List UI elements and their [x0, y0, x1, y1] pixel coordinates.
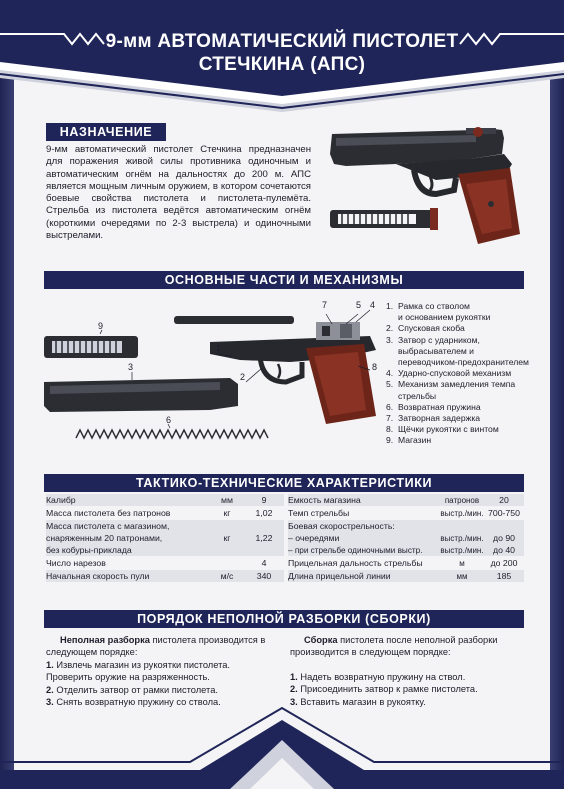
ttx-left-table: [46, 494, 284, 586]
purpose-heading: НАЗНАЧЕНИЕ: [46, 123, 166, 141]
disassembly-heading: ПОРЯДОК НЕПОЛНОЙ РАЗБОРКИ (СБОРКИ): [44, 610, 524, 628]
list-item: 2. Присоединить затвор к рамке пистолета.: [290, 684, 478, 695]
list-item: выбрасывателем и: [398, 345, 474, 356]
table-row: Калибр мм 9: [46, 494, 284, 506]
purpose-text: 9-мм автоматический пистолет Стечкина предназначен для поражения живой силы противника одиночным и автоматическим огнём на дальностях до 200 м. АПС является мощным личным оружием, в котором сочетаются боевые свойства пистолета и пистолета-пулемёта. Стрельба из пистолета ведётся автоматическим огнём (короткими очередями по 2-3 выстрела) и одиночными выстрелами.: [46, 144, 311, 242]
callout-4: 4: [370, 300, 376, 310]
parts-list: [386, 301, 546, 447]
table-row: Боевая скорострельность:: [288, 520, 524, 532]
spring-part: [76, 430, 268, 438]
list-item: 8. Щёчки рукоятки с винтом: [386, 424, 499, 435]
list-item: 5. Механизм замедления темпа: [386, 379, 516, 390]
table-row: – очередями выстр./мин. до 90: [288, 532, 524, 544]
list-item: и основанием рукоятки: [398, 312, 491, 323]
parts-heading: ОСНОВНЫЕ ЧАСТИ И МЕХАНИЗМЫ: [44, 271, 524, 289]
callout-7: 7: [322, 300, 328, 310]
list-item: 3. Затвор с ударником,: [386, 334, 480, 345]
table-row: Длина прицельной линии мм 185: [288, 570, 524, 582]
disassembly-steps: [46, 634, 278, 708]
table-row: снаряженным 20 патронами, кг 1,22: [46, 532, 284, 544]
table-row: Прицельная дальность стрельбы м до 200: [288, 558, 518, 568]
list-item: Проверить оружие на разряженность.: [46, 672, 210, 683]
list-item: 1. Извлечь магазин из рукоятки пистолета.: [46, 659, 230, 670]
callout-5: 5: [356, 300, 362, 310]
list-item: 4. Ударно-спусковой механизм: [386, 368, 512, 379]
list-item: стрельбы: [398, 390, 437, 401]
callout-8: 8: [372, 362, 378, 372]
table-row: без кобуры-приклада: [46, 544, 284, 556]
assembly-lead: Сборка пистолета после неполной разборки: [304, 635, 498, 645]
assembly-steps: [290, 634, 522, 708]
table-row: Масса пистолета с магазином,: [46, 520, 284, 532]
list-item: 6. Возвратная пружина: [386, 401, 481, 412]
pistol-image: [326, 124, 526, 254]
header-banner: [0, 0, 564, 120]
list-item: 3. Вставить магазин в рукоятку.: [290, 696, 426, 707]
ttx-heading: ТАКТИКО-ТЕХНИЧЕСКИЕ ХАРАКТЕРИСТИКИ: [44, 474, 524, 492]
callout-2: 2: [240, 372, 246, 382]
table-row: Емкость магазина патронов 20: [288, 494, 524, 506]
bottom-ornament: [0, 700, 564, 789]
ttx-table: [46, 494, 524, 586]
table-row: – при стрельбе одиночными выстр. выстр./мин. до 40: [288, 544, 524, 556]
list-item: 7. Затворная задержка: [386, 413, 481, 424]
callout-3: 3: [128, 362, 134, 372]
table-row: Темп стрельбы выстр./мин. 700-750: [288, 508, 520, 518]
table-row: Масса пистолета без патронов кг 1,02: [46, 508, 273, 518]
disassembly-lead: Неполная разборка пистолета производится в: [60, 635, 266, 645]
list-item: 2. Отделить затвор от рамки пистолета.: [46, 684, 218, 695]
page-title: 9-мм АВТОМАТИЧЕСКИЙ ПИСТОЛЕТ СТЕЧКИНА (АПС): [105, 31, 459, 75]
list-item: 9. Магазин: [386, 435, 432, 446]
ttx-right-table: [288, 494, 524, 586]
parts-diagram: [40, 296, 386, 446]
assembly-lead-line2: производится в следующем порядке:: [290, 647, 451, 658]
disassembly-lead-line2: следующем порядке:: [46, 647, 138, 658]
list-item: 1. Рамка со стволом: [386, 301, 470, 311]
list-item: 1. Надеть возвратную пружину на ствол.: [290, 671, 466, 682]
callout-9: 9: [98, 321, 104, 331]
callout-6: 6: [166, 415, 172, 425]
list-item: 2. Спусковая скоба: [386, 323, 465, 334]
table-row: Начальная скорость пули м/с 340: [46, 570, 284, 582]
table-row: Число нарезов 4: [46, 558, 267, 568]
callout-1: 1: [216, 343, 222, 353]
list-item: переводчиком-предохранителем: [398, 357, 529, 368]
list-item: 3. Снять возвратную пружину со ствола.: [46, 697, 221, 708]
